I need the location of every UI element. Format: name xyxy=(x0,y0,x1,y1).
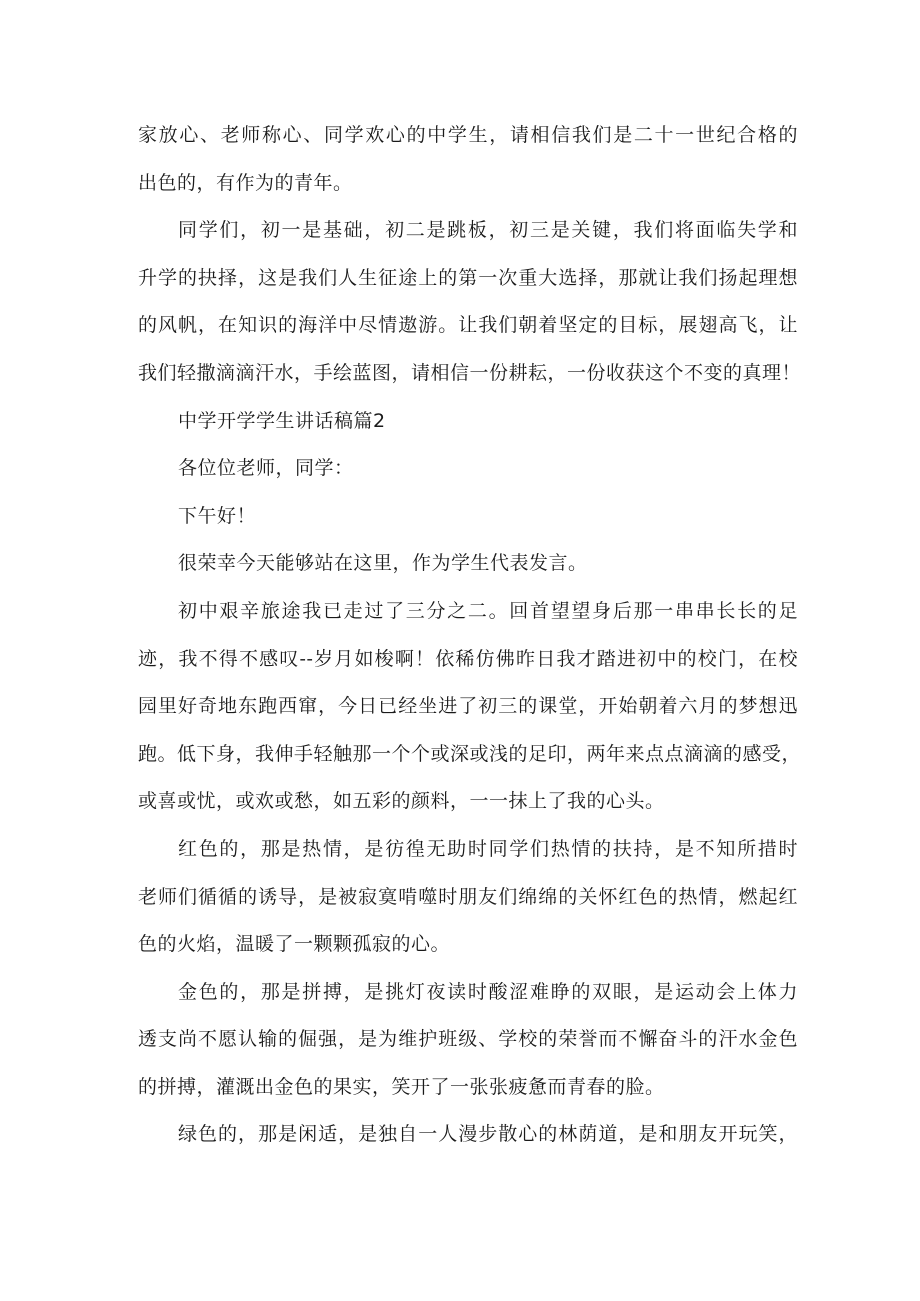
text-line: 跑。低下身，我伸手轻触那一个个或深或浅的足印，两年来点点滴滴的感受， xyxy=(138,742,802,765)
text-line: 我们轻撒滴滴汗水，手绘蓝图，请相信一份耕耘，一份收获这个不变的真理！ xyxy=(138,361,802,384)
paragraph-first-line: 金色的，那是拼搏，是挑灯夜读时酸涩难睁的双眼，是运动会上体力 xyxy=(178,980,798,1003)
salutation: 各位位老师，同学： xyxy=(178,457,354,480)
document-body xyxy=(138,112,802,1159)
text-line: 园里好奇地东跑西窜，今日已经坐进了初三的课堂，开始朝着六月的梦想迅 xyxy=(138,695,798,718)
paragraph-first-line: 很荣幸今天能够站在这里，作为学生代表发言。 xyxy=(178,552,588,575)
text-line: 老师们循循的诱导，是被寂寞啃噬时朋友们绵绵的关怀红色的热情，燃起红 xyxy=(138,885,798,908)
text-line: 家放心、老师称心、同学欢心的中学生，请相信我们是二十一世纪合格的 xyxy=(138,124,798,146)
text-line: 色的火焰，温暖了一颗颗孤寂的心。 xyxy=(138,933,451,956)
text-line: 或喜或忧，或欢或愁，如五彩的颜料，一一抹上了我的心头。 xyxy=(138,790,665,813)
text-line: 的拼搏，灌溉出金色的果实，笑开了一张张疲惫而青春的脸。 xyxy=(138,1075,665,1098)
text-line: 升学的抉择，这是我们人生征途上的第一次重大选择，那就让我们扬起理想 xyxy=(138,266,798,289)
text-line: 透支尚不愿认输的倔强，是为维护班级、学校的荣誉而不懈奋斗的汗水金色 xyxy=(138,1028,798,1051)
text-line: 的风帆，在知识的海洋中尽情遨游。让我们朝着坚定的目标，展翅高飞，让 xyxy=(138,314,798,337)
greeting: 下午好！ xyxy=(178,504,257,527)
paragraph-first-line: 初中艰辛旅途我已走过了三分之二。回首望望身后那一串串长长的足 xyxy=(178,599,798,622)
text-line: 出色的，有作为的青年。 xyxy=(138,171,353,194)
paragraph-first-line: 绿色的，那是闲适，是独自一人漫步散心的林荫道，是和朋友开玩笑， xyxy=(178,1123,798,1146)
paragraph-first-line: 红色的，那是热情，是彷徨无助时同学们热情的扶持，是不知所措时 xyxy=(178,837,798,860)
text-line: 迹，我不得不感叹--岁月如梭啊！依稀仿佛昨日我才踏进初中的校门，在校 xyxy=(138,647,798,670)
paragraph-first-line: 同学们，初一是基础，初二是跳板，初三是关键，我们将面临失学和 xyxy=(178,219,798,242)
section-heading: 中学开学学生讲话稿篇2 xyxy=(178,409,386,432)
